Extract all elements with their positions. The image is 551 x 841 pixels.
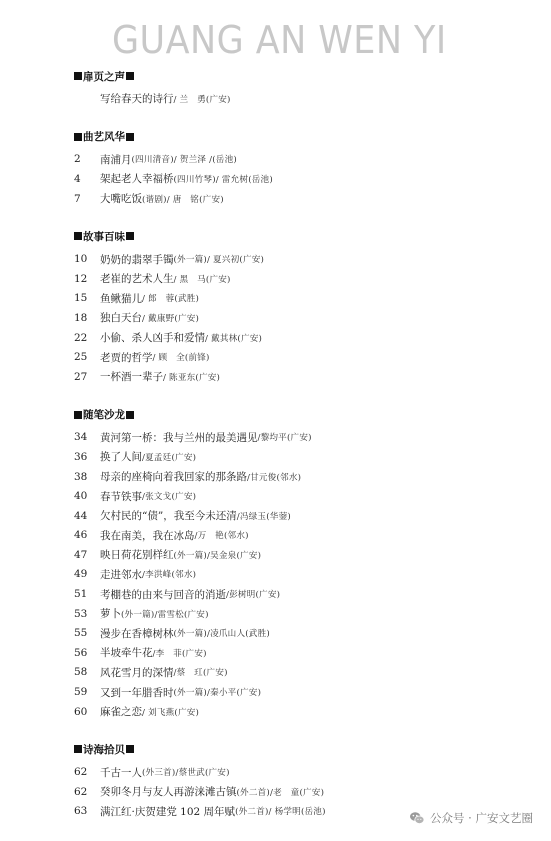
toc-entry xyxy=(74,189,544,209)
table-of-contents xyxy=(74,68,544,841)
entry-title: 大嘴吃饭 xyxy=(100,193,142,206)
page-number: 46 xyxy=(74,529,88,542)
toc-entry xyxy=(74,150,544,170)
watermark xyxy=(409,810,533,826)
entry-title: 黄河第一桥：我与兰州的最美遇见 xyxy=(100,431,258,444)
page-number: 62 xyxy=(74,766,88,779)
page-number: 53 xyxy=(74,607,88,620)
toc-entry xyxy=(74,682,544,702)
entry-title: 又到一年腊香时 xyxy=(100,686,174,699)
entry-title: 小偷、杀人凶手和爱情 xyxy=(100,332,205,345)
entry-author: (谐剧)/ 唐 铭(广安) xyxy=(142,194,224,205)
toc-entry xyxy=(74,89,544,109)
entry-author: (外一篇)/凌爪山人(武胜) xyxy=(173,629,270,640)
section-heading xyxy=(74,407,544,423)
toc-entry xyxy=(74,663,544,683)
entry-author: / 戴康野(广安) xyxy=(142,313,200,324)
entry-title: 母亲的座椅向着我回家的那条路 xyxy=(100,471,247,484)
section-heading xyxy=(74,68,544,84)
toc-entry xyxy=(74,308,544,328)
entry-title: 千古一人 xyxy=(100,766,142,779)
toc-entry xyxy=(74,762,544,782)
toc-entry xyxy=(74,367,544,387)
page-number: 25 xyxy=(74,351,88,364)
entry-title: 漫步在香樟树林 xyxy=(100,627,174,640)
entry-title: 架起老人幸福桥 xyxy=(100,173,174,186)
entry-title: 癸卯冬月与友人再游涞滩古镇 xyxy=(100,786,237,799)
entry-title: 南浦月 xyxy=(100,153,132,166)
section-marker-icon xyxy=(126,72,134,80)
entry-author: / 刘飞燕(广安) xyxy=(142,707,200,718)
toc-section xyxy=(74,228,544,386)
page-number: 44 xyxy=(74,509,88,522)
entry-author: (外三首)/蔡世武(广安) xyxy=(142,768,230,779)
watermark-text: 公众号 · 广安文艺圈 xyxy=(430,811,533,825)
masthead: GUANG AN WEN YI xyxy=(112,18,447,62)
page-number: 7 xyxy=(74,192,81,205)
page-number: 22 xyxy=(74,331,88,344)
toc-entry xyxy=(74,506,544,526)
entry-title: 老崔的艺术人生 xyxy=(100,273,174,286)
toc-entry xyxy=(74,347,544,367)
section-marker-icon xyxy=(126,745,134,753)
entry-author: / 兰 勇(广安) xyxy=(173,94,231,105)
entry-title: 走进邻水 xyxy=(100,568,142,581)
entry-author: / 顾 全(前锋) xyxy=(152,353,210,364)
page-number: 38 xyxy=(74,470,88,483)
entry-title: 奶奶的翡翠手镯 xyxy=(100,253,174,266)
page-number: 36 xyxy=(74,450,88,463)
page-number: 58 xyxy=(74,666,88,679)
entry-author: / 黑 马(广安) xyxy=(173,274,231,285)
entry-title: 麻雀之恋 xyxy=(100,706,142,719)
entry-title: 春节铁事 xyxy=(100,490,142,503)
toc-entry xyxy=(74,565,544,585)
entry-author: /蔡 玒(广安) xyxy=(173,668,228,679)
toc-entry xyxy=(74,289,544,309)
toc-entry xyxy=(74,584,544,604)
section-marker-icon xyxy=(126,133,134,141)
entry-title: 满江红·庆贺建党 102 周年赋 xyxy=(100,805,236,818)
page-number: 18 xyxy=(74,311,88,324)
entry-title: 换了人间 xyxy=(100,451,142,464)
page-number: 55 xyxy=(74,627,88,640)
toc-section xyxy=(74,129,544,209)
entry-title: 我在南美，我在冰岛 xyxy=(100,529,195,542)
section-title: 故事百味 xyxy=(83,230,125,243)
entry-author: /冯绿玉(华蓥) xyxy=(236,511,291,522)
section-heading xyxy=(74,741,544,757)
entry-author: /万 艳(邻水) xyxy=(194,531,249,542)
entry-author: / 戴其林(广安) xyxy=(205,333,263,344)
page-number: 34 xyxy=(74,431,88,444)
entry-author: (外一篇)/ 夏兴初(广安) xyxy=(173,255,265,266)
page-number: 49 xyxy=(74,568,88,581)
section-marker-icon xyxy=(126,232,134,240)
entry-author: (外一篇)/吴金泉(广安) xyxy=(173,550,262,561)
toc-entry xyxy=(74,782,544,802)
entry-author: (外一篇)/秦小平(广安) xyxy=(173,688,262,699)
toc-section xyxy=(74,407,544,722)
page-number: 10 xyxy=(74,253,88,266)
entry-title: 鱼鳅猫儿 xyxy=(100,292,142,305)
wechat-icon xyxy=(409,810,425,826)
page-number: 59 xyxy=(74,686,88,699)
toc-entry xyxy=(74,269,544,289)
page-number: 4 xyxy=(74,172,81,185)
page-number: 60 xyxy=(74,705,88,718)
entry-title: 独白天台 xyxy=(100,312,142,325)
section-marker-icon xyxy=(74,411,82,419)
entry-title: 考棚巷的由来与回音的消逝 xyxy=(100,588,226,601)
page-number: 12 xyxy=(74,272,88,285)
entry-author: /李洪峰(邻水) xyxy=(142,570,197,581)
entry-author: (四川竹琴)/ 雷允树(岳池) xyxy=(173,174,273,185)
toc-section xyxy=(74,68,544,109)
section-marker-icon xyxy=(126,411,134,419)
entry-title: 欠村民的“债”，我至今未还清 xyxy=(100,510,237,523)
entry-title: 半坡牵牛花 xyxy=(100,647,153,660)
entry-title: 老贾的哲学 xyxy=(100,351,153,364)
entry-author: (四川清音)/ 贺兰泽 /(岳池) xyxy=(131,155,237,166)
toc-entry xyxy=(74,623,544,643)
section-heading xyxy=(74,129,544,145)
section-marker-icon xyxy=(74,133,82,141)
entry-author: (外二首)/老 童(广安) xyxy=(236,787,325,798)
toc-entry xyxy=(74,702,544,722)
section-title: 诗海拾贝 xyxy=(83,743,125,756)
entry-author: /彭树明(广安) xyxy=(226,590,281,601)
section-heading xyxy=(74,228,544,244)
entry-author: /夏孟廷(广安) xyxy=(142,452,197,463)
toc-entry xyxy=(74,643,544,663)
section-title: 扉页之声 xyxy=(83,70,125,83)
toc-entry xyxy=(74,467,544,487)
page-number: 15 xyxy=(74,292,88,305)
page-number: 27 xyxy=(74,370,88,383)
entry-author: /黎均平(广安) xyxy=(257,433,312,444)
entry-author: / 陈亚东(广安) xyxy=(163,372,221,383)
section-title: 曲艺风华 xyxy=(83,131,125,144)
toc-entry xyxy=(74,447,544,467)
section-title: 随笔沙龙 xyxy=(83,409,125,422)
toc-entry xyxy=(74,604,544,624)
entry-author: /甘元俊(邻水) xyxy=(247,472,302,483)
page-number: 63 xyxy=(74,805,88,818)
section-marker-icon xyxy=(74,745,82,753)
entry-title: 风花雪月的深情 xyxy=(100,666,174,679)
page-number: 56 xyxy=(74,646,88,659)
page-number: 2 xyxy=(74,153,81,166)
toc-entry xyxy=(74,526,544,546)
toc-entry xyxy=(74,486,544,506)
entry-title: 一杯酒一辈子 xyxy=(100,371,163,384)
toc-entry xyxy=(74,249,544,269)
section-marker-icon xyxy=(74,232,82,240)
entry-author: (外一篇)/雷雪松(广安) xyxy=(121,609,209,620)
page-number: 62 xyxy=(74,785,88,798)
toc-entry xyxy=(74,428,544,448)
section-marker-icon xyxy=(74,72,82,80)
entry-title: 写给春天的诗行 xyxy=(100,93,174,106)
page-number: 51 xyxy=(74,588,88,601)
entry-author: /张文戈(广安) xyxy=(142,492,197,503)
entry-author: / 郎 蓉(武胜) xyxy=(142,294,200,305)
toc-entry xyxy=(74,169,544,189)
entry-title: 萝卜 xyxy=(100,608,121,621)
page-number: 40 xyxy=(74,490,88,503)
toc-entry xyxy=(74,545,544,565)
page-number: 47 xyxy=(74,548,88,561)
entry-author: /李 菲(广安) xyxy=(152,648,207,659)
entry-author: (外二首)/ 杨学明(岳池) xyxy=(235,807,326,818)
toc-entry xyxy=(74,328,544,348)
entry-title: 映日荷花别样红 xyxy=(100,549,174,562)
